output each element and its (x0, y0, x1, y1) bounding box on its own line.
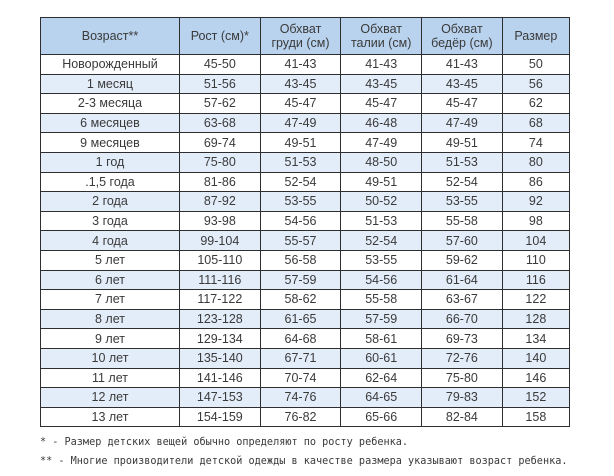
cell-hips: 79-83 (422, 388, 503, 408)
cell-height: 75-80 (179, 152, 260, 172)
cell-age: 2-3 месяца (41, 94, 180, 114)
header-waist-line-2: талии (см) (350, 36, 412, 50)
table-row (41, 290, 570, 310)
cell-chest: 56-58 (260, 250, 341, 270)
cell-waist: 41-43 (341, 55, 422, 75)
cell-height: 45-50 (179, 55, 260, 75)
cell-chest: 47-49 (260, 113, 341, 133)
table-body (41, 55, 570, 427)
cell-age: 6 лет (41, 270, 180, 290)
cell-age: 11 лет (41, 368, 180, 388)
cell-chest: 55-57 (260, 231, 341, 251)
cell-age: 4 года (41, 231, 180, 251)
cell-waist: 49-51 (341, 172, 422, 192)
cell-size: 56 (502, 74, 569, 94)
cell-age: 9 лет (41, 329, 180, 349)
cell-waist: 46-48 (341, 113, 422, 133)
cell-height: 123-128 (179, 309, 260, 329)
cell-waist: 62-64 (341, 368, 422, 388)
header-chest-line-1: Обхват (279, 22, 322, 36)
cell-height: 87-92 (179, 192, 260, 212)
cell-chest: 64-68 (260, 329, 341, 349)
table-row (41, 368, 570, 388)
cell-hips: 57-60 (422, 231, 503, 251)
table-row (41, 172, 570, 192)
table-row (41, 192, 570, 212)
cell-chest: 70-74 (260, 368, 341, 388)
cell-height: 135-140 (179, 348, 260, 368)
table-row (41, 388, 570, 408)
footnote-age: ** - Многие производители детской одежды в качестве размера указывают возраст ребенка. (40, 456, 568, 467)
cell-chest: 51-53 (260, 152, 341, 172)
cell-age: 8 лет (41, 309, 180, 329)
table-row (41, 329, 570, 349)
cell-age: 7 лет (41, 290, 180, 310)
cell-size: 92 (502, 192, 569, 212)
header-chest (260, 18, 341, 55)
table-row (41, 270, 570, 290)
cell-size: 98 (502, 211, 569, 231)
header-size: Размер (502, 18, 569, 55)
table-row (41, 113, 570, 133)
cell-height: 111-116 (179, 270, 260, 290)
cell-hips: 72-76 (422, 348, 503, 368)
cell-waist: 47-49 (341, 133, 422, 153)
header-height: Рост (см)* (179, 18, 260, 55)
cell-size: 50 (502, 55, 569, 75)
cell-chest: 57-59 (260, 270, 341, 290)
cell-hips: 51-53 (422, 152, 503, 172)
cell-age: .1,5 года (41, 172, 180, 192)
cell-size: 104 (502, 231, 569, 251)
table-row (41, 309, 570, 329)
header-hips-line-2: бедёр (см) (431, 36, 493, 50)
cell-chest: 49-51 (260, 133, 341, 153)
header-chest-line-2: груди (см) (271, 36, 330, 50)
cell-waist: 51-53 (341, 211, 422, 231)
cell-height: 117-122 (179, 290, 260, 310)
cell-waist: 52-54 (341, 231, 422, 251)
cell-chest: 74-76 (260, 388, 341, 408)
table-row (41, 55, 570, 75)
cell-size: 68 (502, 113, 569, 133)
cell-waist: 53-55 (341, 250, 422, 270)
cell-hips: 82-84 (422, 407, 503, 427)
table-row (41, 231, 570, 251)
table-row (41, 407, 570, 427)
cell-waist: 60-61 (341, 348, 422, 368)
cell-hips: 49-51 (422, 133, 503, 153)
cell-age: 2 года (41, 192, 180, 212)
cell-size: 146 (502, 368, 569, 388)
cell-height: 51-56 (179, 74, 260, 94)
cell-waist: 43-45 (341, 74, 422, 94)
cell-height: 105-110 (179, 250, 260, 270)
cell-age: 13 лет (41, 407, 180, 427)
cell-hips: 43-45 (422, 74, 503, 94)
cell-size: 134 (502, 329, 569, 349)
cell-chest: 54-56 (260, 211, 341, 231)
cell-chest: 58-62 (260, 290, 341, 310)
cell-age: 6 месяцев (41, 113, 180, 133)
table-row (41, 348, 570, 368)
cell-waist: 50-52 (341, 192, 422, 212)
cell-size: 122 (502, 290, 569, 310)
cell-hips: 66-70 (422, 309, 503, 329)
footnotes (40, 433, 610, 471)
cell-hips: 61-64 (422, 270, 503, 290)
cell-size: 116 (502, 270, 569, 290)
cell-height: 147-153 (179, 388, 260, 408)
cell-size: 110 (502, 250, 569, 270)
cell-waist: 54-56 (341, 270, 422, 290)
cell-hips: 53-55 (422, 192, 503, 212)
cell-waist: 64-65 (341, 388, 422, 408)
table-row (41, 74, 570, 94)
cell-age: 9 месяцев (41, 133, 180, 153)
cell-size: 62 (502, 94, 569, 114)
cell-chest: 41-43 (260, 55, 341, 75)
cell-chest: 45-47 (260, 94, 341, 114)
cell-height: 154-159 (179, 407, 260, 427)
cell-chest: 43-45 (260, 74, 341, 94)
cell-waist: 65-66 (341, 407, 422, 427)
cell-height: 69-74 (179, 133, 260, 153)
cell-chest: 67-71 (260, 348, 341, 368)
cell-height: 129-134 (179, 329, 260, 349)
header-age: Возраст** (41, 18, 180, 55)
header-row (41, 18, 570, 55)
cell-age: Новорожденный (41, 55, 180, 75)
cell-hips: 59-62 (422, 250, 503, 270)
table-row (41, 211, 570, 231)
cell-size: 80 (502, 152, 569, 172)
cell-waist: 48-50 (341, 152, 422, 172)
cell-age: 3 года (41, 211, 180, 231)
cell-hips: 47-49 (422, 113, 503, 133)
cell-chest: 52-54 (260, 172, 341, 192)
table-row (41, 94, 570, 114)
cell-height: 57-62 (179, 94, 260, 114)
cell-chest: 53-55 (260, 192, 341, 212)
cell-hips: 69-73 (422, 329, 503, 349)
cell-size: 86 (502, 172, 569, 192)
cell-height: 93-98 (179, 211, 260, 231)
cell-hips: 52-54 (422, 172, 503, 192)
header-waist (341, 18, 422, 55)
header-hips (422, 18, 503, 55)
cell-hips: 75-80 (422, 368, 503, 388)
cell-age: 10 лет (41, 348, 180, 368)
cell-chest: 61-65 (260, 309, 341, 329)
cell-size: 74 (502, 133, 569, 153)
table-row (41, 152, 570, 172)
cell-size: 128 (502, 309, 569, 329)
cell-size: 140 (502, 348, 569, 368)
header-waist-line-1: Обхват (360, 22, 402, 36)
cell-age: 5 лет (41, 250, 180, 270)
size-chart-table (40, 17, 570, 427)
cell-size: 152 (502, 388, 569, 408)
table-row (41, 250, 570, 270)
table-row (41, 133, 570, 153)
cell-hips: 63-67 (422, 290, 503, 310)
cell-hips: 41-43 (422, 55, 503, 75)
cell-age: 1 год (41, 152, 180, 172)
cell-height: 81-86 (179, 172, 260, 192)
cell-chest: 76-82 (260, 407, 341, 427)
cell-hips: 55-58 (422, 211, 503, 231)
cell-hips: 45-47 (422, 94, 503, 114)
cell-height: 63-68 (179, 113, 260, 133)
cell-waist: 58-61 (341, 329, 422, 349)
cell-age: 1 месяц (41, 74, 180, 94)
cell-waist: 45-47 (341, 94, 422, 114)
cell-waist: 55-58 (341, 290, 422, 310)
cell-size: 158 (502, 407, 569, 427)
cell-height: 141-146 (179, 368, 260, 388)
footnote-height: * - Размер детских вещей обычно определяют по росту ребенка. (40, 437, 409, 448)
cell-age: 12 лет (41, 388, 180, 408)
header-hips-line-1: Обхват (441, 22, 483, 36)
cell-waist: 57-59 (341, 309, 422, 329)
cell-height: 99-104 (179, 231, 260, 251)
